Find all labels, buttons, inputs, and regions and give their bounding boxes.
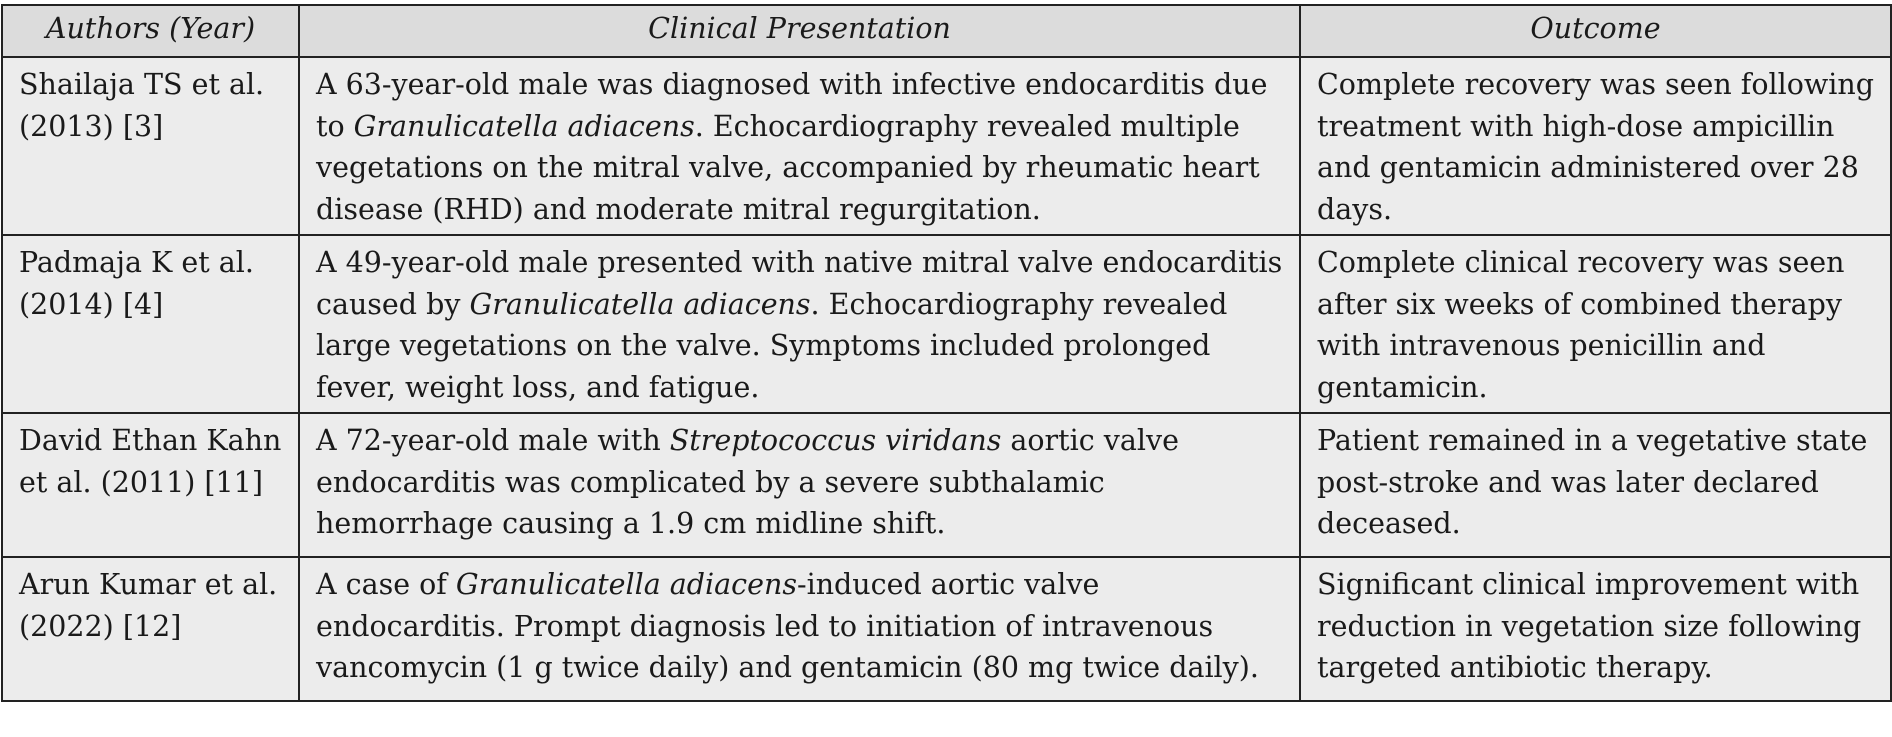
presentation-text: aortic valve endocarditis was complicated by a severe subthalamic hemorrhage causing a 1.9 cm midline shift. (316, 424, 1179, 540)
presentation-cell (299, 413, 1300, 557)
header-outcome: Outcome (1300, 5, 1891, 57)
presentation-cell (299, 235, 1300, 413)
organism-name: Streptococcus viridans (669, 424, 1002, 457)
header-clinical-presentation: Clinical Presentation (299, 5, 1300, 57)
organism-name: Granulicatella adiacens (469, 287, 811, 321)
table-row (2, 413, 1891, 557)
author-cell: Arun Kumar et al. (2022) [12] (2, 557, 299, 701)
presentation-text: A 49-year-old male presented with native mitral valve endocarditis caused by (316, 246, 1283, 321)
outcome-cell: Complete clinical recovery was seen after six weeks of combined therapy with intravenous penicillin and gentamicin. (1300, 235, 1891, 413)
case-reports-table (1, 4, 1892, 702)
presentation-cell (299, 57, 1300, 235)
author-cell: Padmaja K et al. (2014) [4] (2, 235, 299, 413)
header-authors: Authors (Year) (2, 5, 299, 57)
outcome-cell: Significant clinical improvement with reduction in vegetation size following targeted antibiotic therapy. (1300, 557, 1891, 701)
author-cell: David Ethan Kahn et al. (2011) [11] (2, 413, 299, 557)
header-row (2, 5, 1891, 57)
outcome-cell: Patient remained in a vegetative state post-stroke and was later declared deceased. (1300, 413, 1891, 557)
organism-name: Granulicatella adiacens (353, 109, 695, 143)
presentation-text: A 72-year-old male with (316, 424, 670, 457)
table-row (2, 57, 1891, 235)
presentation-text: -induced aortic valve endocarditis. Prompt diagnosis led to initiation of intravenous vancomycin (1 g twice daily) and gentamicin (80 mg twice daily). (316, 568, 1259, 684)
presentation-text: . Echocardiography revealed large vegetations on the valve. Symptoms included prolonged fever, weight loss, and fatigue. (316, 287, 1228, 404)
presentation-text: . Echocardiography revealed multiple vegetations on the mitral valve, accompanied by rheumatic heart disease (RHD) and moderate mitral regurgitation. (316, 109, 1260, 226)
author-cell: Shailaja TS et al. (2013) [3] (2, 57, 299, 235)
presentation-cell (299, 557, 1300, 701)
presentation-text: A 63-year-old male was diagnosed with infective endocarditis due to (316, 68, 1268, 143)
table-row (2, 235, 1891, 413)
presentation-text: A case of (316, 568, 456, 601)
table-row (2, 557, 1891, 701)
organism-name: Granulicatella adiacens (455, 568, 797, 601)
outcome-cell: Complete recovery was seen following treatment with high-dose ampicillin and gentamicin administered over 28 days. (1300, 57, 1891, 235)
